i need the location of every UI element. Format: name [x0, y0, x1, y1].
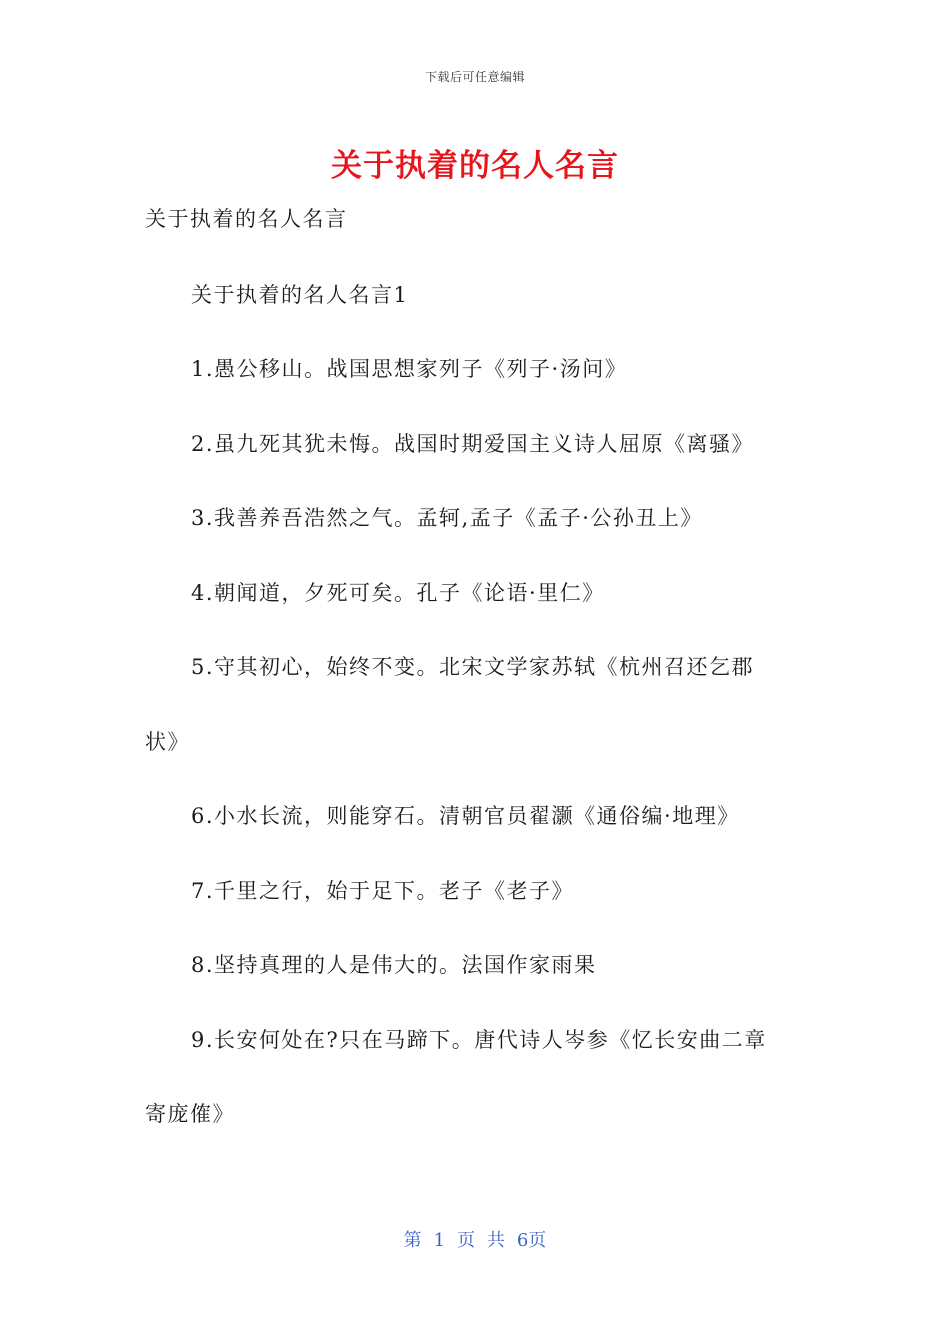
quote-line-2: 2.虽九死其犹未悔。战国时期爱国主义诗人屈原《离骚》	[191, 432, 755, 456]
quote-line-3: 3.我善养吾浩然之气。孟轲,孟子《孟子·公孙丑上》	[191, 506, 703, 530]
page-footer	[0, 1226, 950, 1252]
document-title: 关于执着的名人名言	[331, 148, 619, 184]
quote-line-8: 8.坚持真理的人是伟大的。法国作家雨果	[191, 953, 597, 977]
quote-line-9: 9.长安何处在?只在马蹄下。唐代诗人岑参《忆长安曲二章	[191, 1028, 767, 1052]
document-subtitle: 关于执着的名人名言	[145, 207, 348, 231]
quote-line-1: 1.愚公移山。战国思想家列子《列子·汤问》	[191, 357, 628, 381]
footer-page-number: 1	[433, 1230, 446, 1251]
header-note: 下载后可任意编辑	[424, 70, 525, 84]
footer-middle: 页 共	[457, 1230, 505, 1251]
quote-line-5: 5.守其初心，始终不变。北宋文学家苏轼《杭州召还乞郡	[191, 655, 755, 679]
footer-total-pages: 6页	[516, 1230, 547, 1251]
quote-line-5-continued: 状》	[145, 730, 190, 754]
quote-line-6: 6.小水长流，则能穿石。清朝官员翟灏《通俗编·地理》	[191, 804, 740, 828]
footer-prefix: 第	[403, 1230, 422, 1251]
section-heading: 关于执着的名人名言1	[191, 283, 409, 307]
quote-line-7: 7.千里之行，始于足下。老子《老子》	[191, 879, 575, 903]
quote-line-4: 4.朝闻道，夕死可矣。孔子《论语·里仁》	[191, 581, 605, 605]
quote-line-9-continued: 寄庞傕》	[145, 1102, 235, 1126]
